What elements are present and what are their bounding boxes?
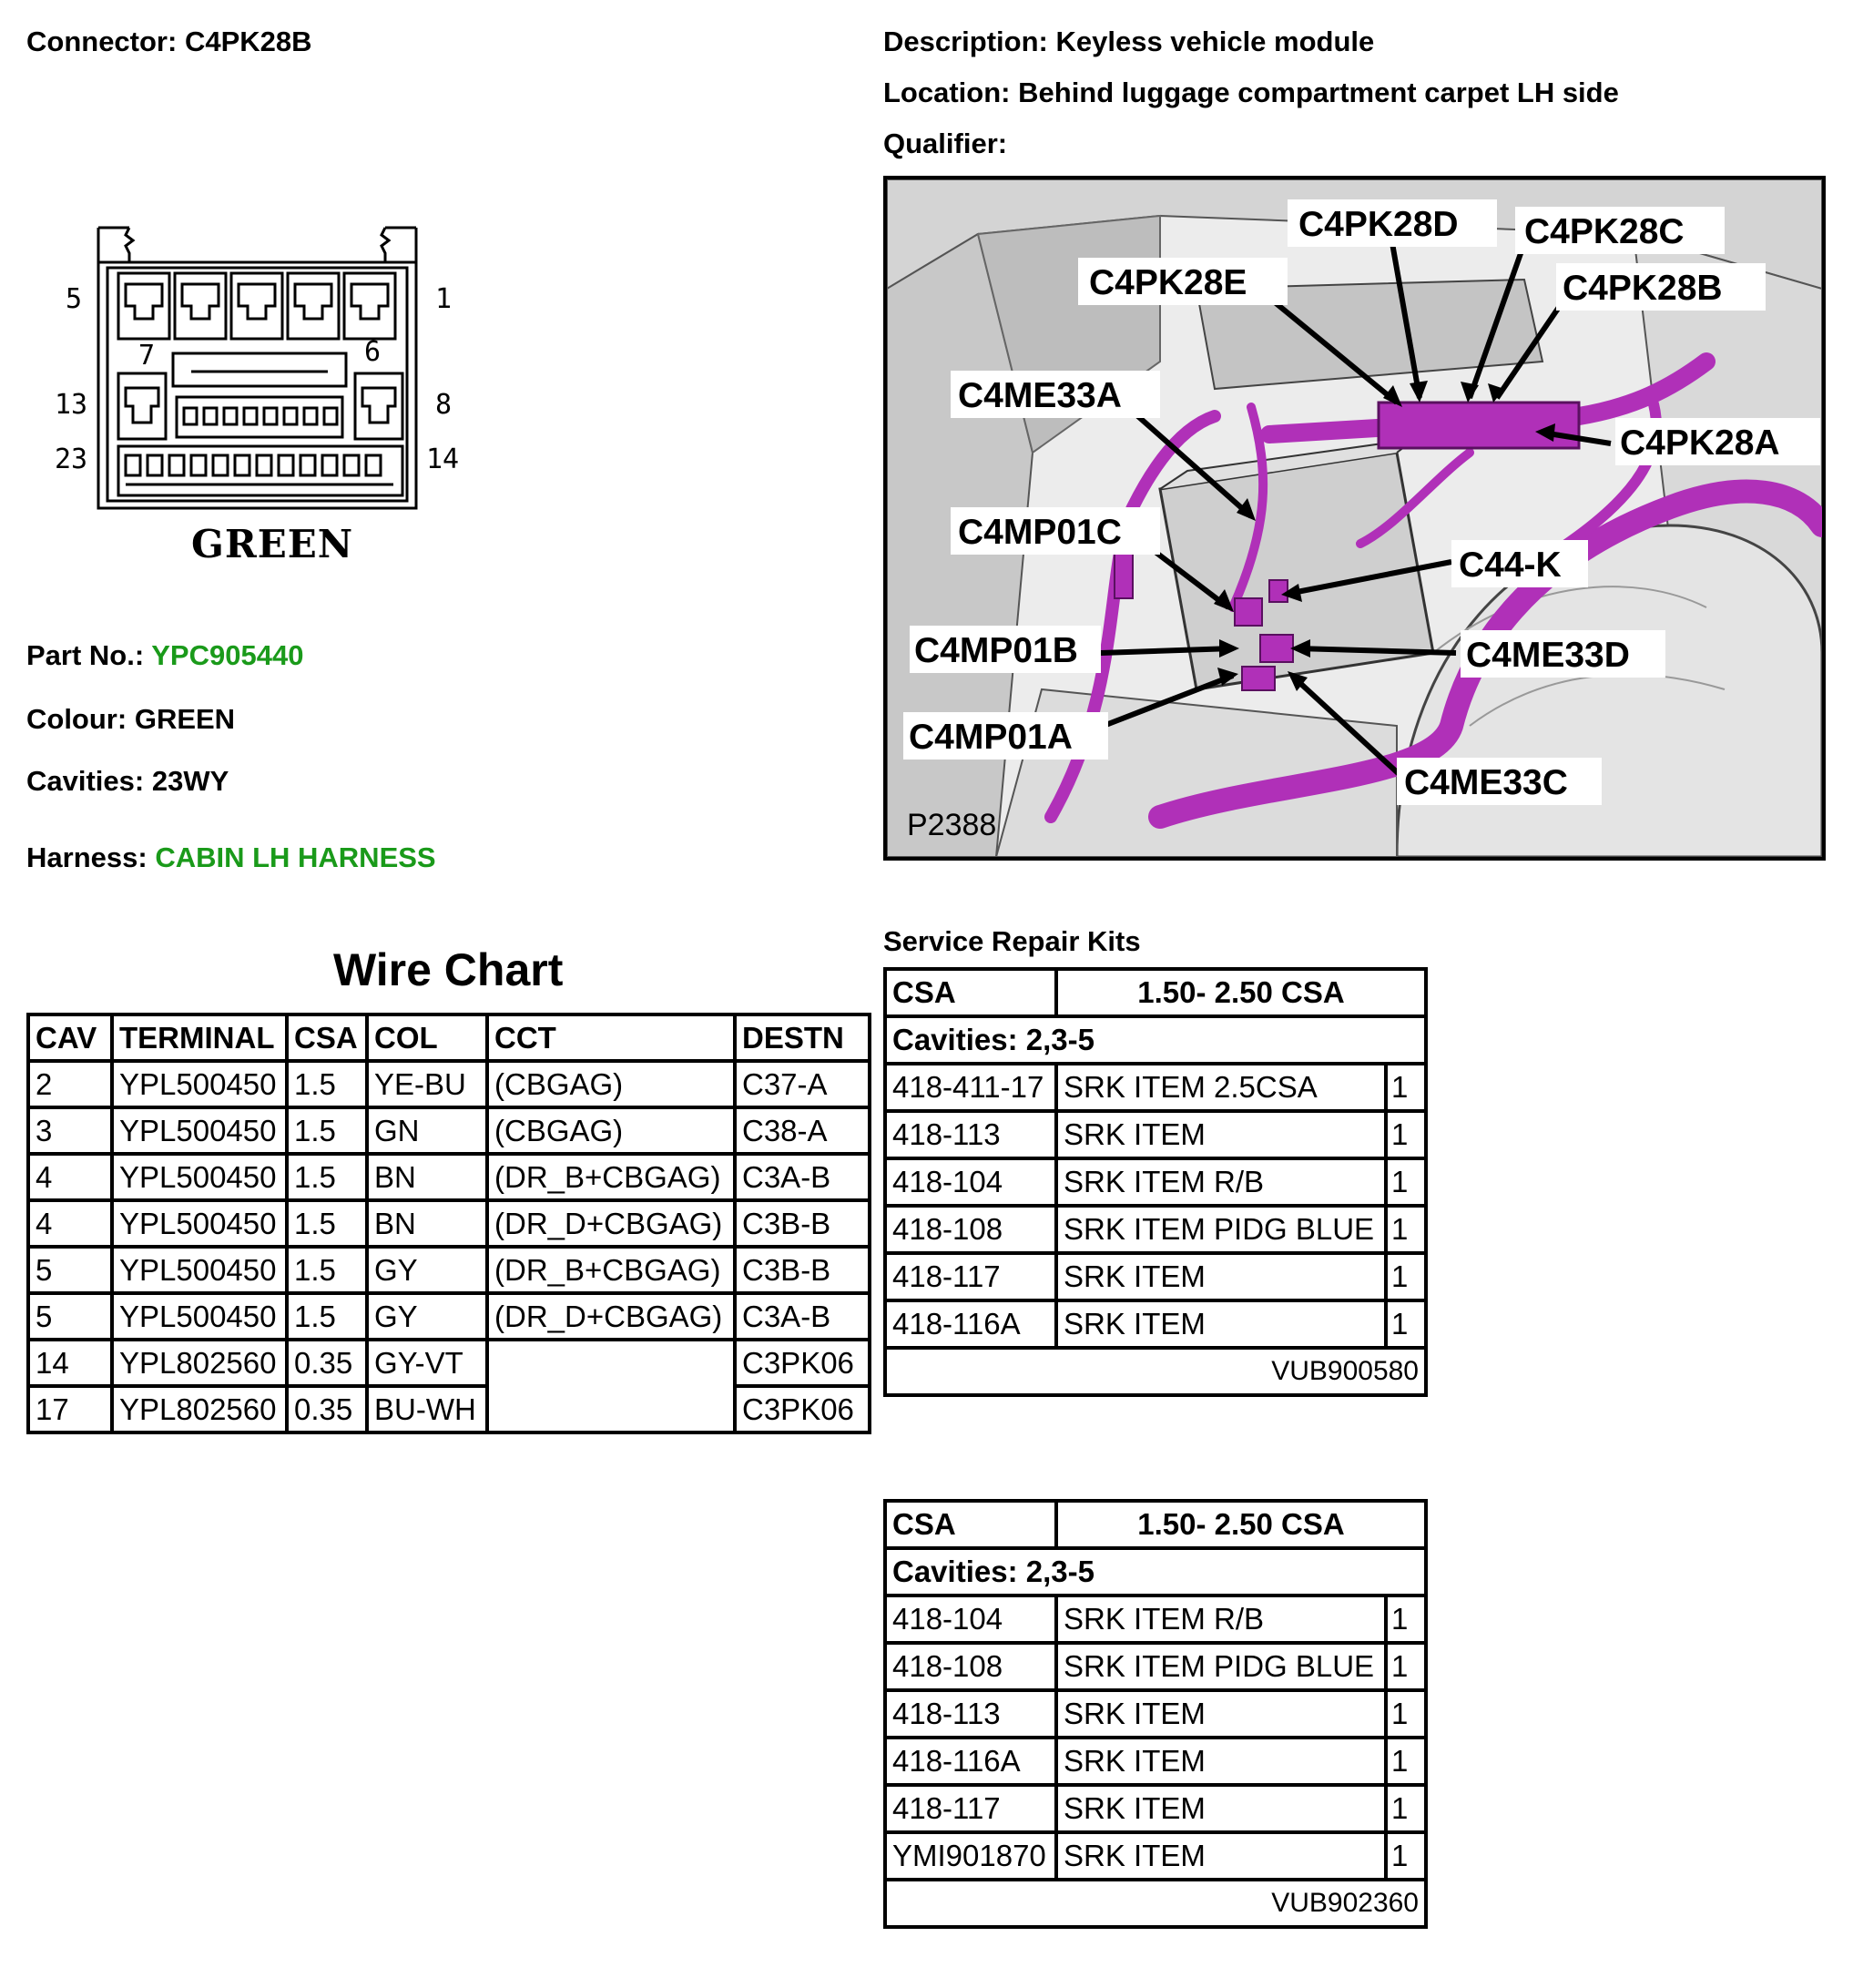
cell-cav: 5 [28,1293,112,1340]
cell-destn: C3PK06 [735,1386,870,1432]
table-row [28,1154,870,1200]
qualifier-label: Qualifier: [883,127,1008,159]
kit-item-desc: SRK ITEM 2.5CSA [1056,1064,1386,1111]
kit-item-qty: 1 [1386,1595,1426,1643]
callout-c4pk28a: C4PK28A [1620,423,1780,463]
table-row [885,1158,1426,1206]
cell-csa: 1.5 [287,1200,367,1247]
cell-cav: 17 [28,1386,112,1432]
cell-csa: 1.5 [287,1154,367,1200]
callout-c4me33d: C4ME33D [1466,636,1630,675]
wire-chart-table [26,1013,871,1434]
cell-terminal: YPL500450 [112,1107,287,1154]
kit-header-row [885,1501,1426,1548]
part-number-label: Part No.: [26,639,145,671]
kit-csa-range: 1.50- 2.50 CSA [1056,969,1426,1016]
cell-col: GY [367,1293,487,1340]
kit-cavities-row [885,1016,1426,1064]
header-col: COL [367,1014,487,1061]
table-row [885,1643,1426,1690]
harness-label: Harness: [26,841,148,873]
table-row [28,1293,870,1340]
connector-colour-caption: GREEN [191,522,354,566]
pin-label-5: 5 [66,283,83,315]
cell-destn: C3B-B [735,1247,870,1293]
cell-terminal: YPL802560 [112,1340,287,1386]
pin-label-7: 7 [138,340,156,372]
kit-item-desc: SRK ITEM [1056,1111,1386,1158]
kit-item-qty: 1 [1386,1206,1426,1253]
cell-cct: (CBGAG) [487,1107,735,1154]
table-row [885,1832,1426,1880]
kit-item-part: 418-104 [885,1595,1056,1643]
kit-item-qty: 1 [1386,1643,1426,1690]
kit-item-qty: 1 [1386,1111,1426,1158]
kit-item-part: 418-104 [885,1158,1056,1206]
table-row [885,1300,1426,1348]
table-row [28,1247,870,1293]
cavities-info [26,765,229,798]
table-row [885,1064,1426,1111]
pin-label-14: 14 [426,443,460,475]
cell-destn: C38-A [735,1107,870,1154]
kit-item-desc: SRK ITEM PIDG BLUE [1056,1643,1386,1690]
kit-csa-label: CSA [885,1501,1056,1548]
cell-col: BU-WH [367,1386,487,1432]
cell-cct: (DR_B+CBGAG) [487,1154,735,1200]
kit-cavities-row [885,1548,1426,1595]
kit-item-qty: 1 [1386,1832,1426,1880]
kit-number-row [885,1880,1426,1927]
kit-csa-range: 1.50- 2.50 CSA [1056,1501,1426,1548]
callout-c4pk28e: C4PK28E [1089,263,1247,302]
description-label: Description: [883,25,1048,57]
cell-terminal: YPL802560 [112,1386,287,1432]
part-number-info [26,639,303,672]
cell-terminal: YPL500450 [112,1200,287,1247]
kit-item-part: 418-116A [885,1300,1056,1348]
header-cav: CAV [28,1014,112,1061]
header-csa: CSA [287,1014,367,1061]
table-row [28,1200,870,1247]
kit-item-part: YMI901870 [885,1832,1056,1880]
pin-label-13: 13 [55,389,88,421]
description-info [883,25,1374,58]
cell-csa: 1.5 [287,1061,367,1107]
kit-item-qty: 1 [1386,1300,1426,1348]
cell-cct: (DR_B+CBGAG) [487,1247,735,1293]
kit-item-part: 418-108 [885,1206,1056,1253]
cell-col: BN [367,1154,487,1200]
cell-terminal: YPL500450 [112,1247,287,1293]
photo-reference: P2388 [907,808,997,842]
cell-cct: (DR_D+CBGAG) [487,1293,735,1340]
cell-destn: C3A-B [735,1293,870,1340]
kit-number: VUB900580 [885,1348,1426,1395]
service-kit-table-1 [883,967,1428,1397]
table-row [885,1785,1426,1832]
kit-item-desc: SRK ITEM [1056,1690,1386,1738]
table-row [28,1386,870,1432]
cell-cav: 4 [28,1200,112,1247]
kit-item-qty: 1 [1386,1253,1426,1300]
kit-item-desc: SRK ITEM [1056,1832,1386,1880]
kit-item-desc: SRK ITEM PIDG BLUE [1056,1206,1386,1253]
callout-c4me33a: C4ME33A [958,376,1122,415]
cavities-label: Cavities: [26,765,145,797]
cell-col: YE-BU [367,1061,487,1107]
colour-value: GREEN [134,703,236,735]
kit-item-qty: 1 [1386,1158,1426,1206]
kit-cavities: Cavities: 2,3-5 [885,1548,1426,1595]
callout-c4mp01a: C4MP01A [909,718,1073,757]
callout-c4mp01b: C4MP01B [914,631,1078,670]
harness-info [26,841,436,874]
connector-label: Connector: [26,25,178,57]
kit-item-part: 418-117 [885,1253,1056,1300]
service-kit-table-2 [883,1499,1428,1929]
cell-col: BN [367,1200,487,1247]
table-row [885,1111,1426,1158]
table-row [885,1206,1426,1253]
cell-col: GN [367,1107,487,1154]
kit-item-qty: 1 [1386,1690,1426,1738]
location-photo [883,176,1826,861]
cell-cct: (DR_D+CBGAG) [487,1200,735,1247]
cell-destn: C3A-B [735,1154,870,1200]
cell-csa: 1.5 [287,1293,367,1340]
kit-csa-label: CSA [885,969,1056,1016]
kit-item-part: 418-113 [885,1111,1056,1158]
colour-info [26,703,235,736]
cell-destn: C37-A [735,1061,870,1107]
cell-csa: 0.35 [287,1386,367,1432]
cell-terminal: YPL500450 [112,1154,287,1200]
colour-label: Colour: [26,703,127,735]
cell-terminal: YPL500450 [112,1061,287,1107]
table-row [885,1253,1426,1300]
cell-col: GY-VT [367,1340,487,1386]
kit-item-part: 418-113 [885,1690,1056,1738]
cell-csa: 1.5 [287,1247,367,1293]
cell-cct [487,1340,735,1432]
kit-item-part: 418-411-17 [885,1064,1056,1111]
location-label: Location: [883,76,1011,108]
kit-item-desc: SRK ITEM R/B [1056,1158,1386,1206]
kit-item-desc: SRK ITEM [1056,1300,1386,1348]
cavities-value: 23WY [151,765,229,797]
cell-col: GY [367,1247,487,1293]
table-row [885,1690,1426,1738]
cell-terminal: YPL500450 [112,1293,287,1340]
kit-header-row [885,969,1426,1016]
kit-item-part: 418-116A [885,1738,1056,1785]
harness-value: CABIN LH HARNESS [155,841,436,873]
cell-cav: 2 [28,1061,112,1107]
table-row [28,1061,870,1107]
location-value: Behind luggage compartment carpet LH side [1018,76,1619,108]
location-info [883,76,1619,109]
kit-number: VUB902360 [885,1880,1426,1927]
cell-cav: 5 [28,1247,112,1293]
wire-chart-header-row [28,1014,870,1061]
kit-item-qty: 1 [1386,1785,1426,1832]
kit-number-row [885,1348,1426,1395]
pin-label-8: 8 [435,389,453,421]
pin-label-23: 23 [55,443,88,475]
callout-c4pk28c: C4PK28C [1524,212,1685,251]
part-number-value: YPC905440 [151,639,304,671]
connector-value: C4PK28B [184,25,312,57]
qualifier-info [883,127,1007,160]
kit-item-part: 418-108 [885,1643,1056,1690]
pin-label-6: 6 [364,336,382,368]
kit-item-desc: SRK ITEM [1056,1738,1386,1785]
kit-item-part: 418-117 [885,1785,1056,1832]
kit-item-qty: 1 [1386,1738,1426,1785]
callout-c4pk28d: C4PK28D [1298,205,1459,244]
cell-cav: 4 [28,1154,112,1200]
callout-c44k: C44-K [1459,545,1562,585]
table-row [28,1107,870,1154]
connector-info [26,25,312,58]
wire-chart-title: Wire Chart [333,944,564,995]
cell-csa: 0.35 [287,1340,367,1386]
kit-item-desc: SRK ITEM R/B [1056,1595,1386,1643]
callout-c4me33c: C4ME33C [1404,763,1568,802]
header-destn: DESTN [735,1014,870,1061]
description-value: Keyless vehicle module [1055,25,1375,57]
table-row [885,1738,1426,1785]
cell-destn: C3B-B [735,1200,870,1247]
location-illustration [887,179,1822,857]
header-cct: CCT [487,1014,735,1061]
table-row [28,1340,870,1386]
pin-label-1: 1 [435,283,453,315]
header-terminal: TERMINAL [112,1014,287,1061]
callout-c4pk28b: C4PK28B [1563,269,1723,308]
kit-item-qty: 1 [1386,1064,1426,1111]
table-row [885,1595,1426,1643]
kit-cavities: Cavities: 2,3-5 [885,1016,1426,1064]
cell-csa: 1.5 [287,1107,367,1154]
cell-cav: 3 [28,1107,112,1154]
cell-destn: C3PK06 [735,1340,870,1386]
kit-item-desc: SRK ITEM [1056,1253,1386,1300]
connector-face-diagram [55,219,473,583]
callout-c4mp01c: C4MP01C [958,513,1122,552]
kit-item-desc: SRK ITEM [1056,1785,1386,1832]
cell-cct: (CBGAG) [487,1061,735,1107]
service-kits-title: Service Repair Kits [883,925,1141,957]
cell-cav: 14 [28,1340,112,1386]
